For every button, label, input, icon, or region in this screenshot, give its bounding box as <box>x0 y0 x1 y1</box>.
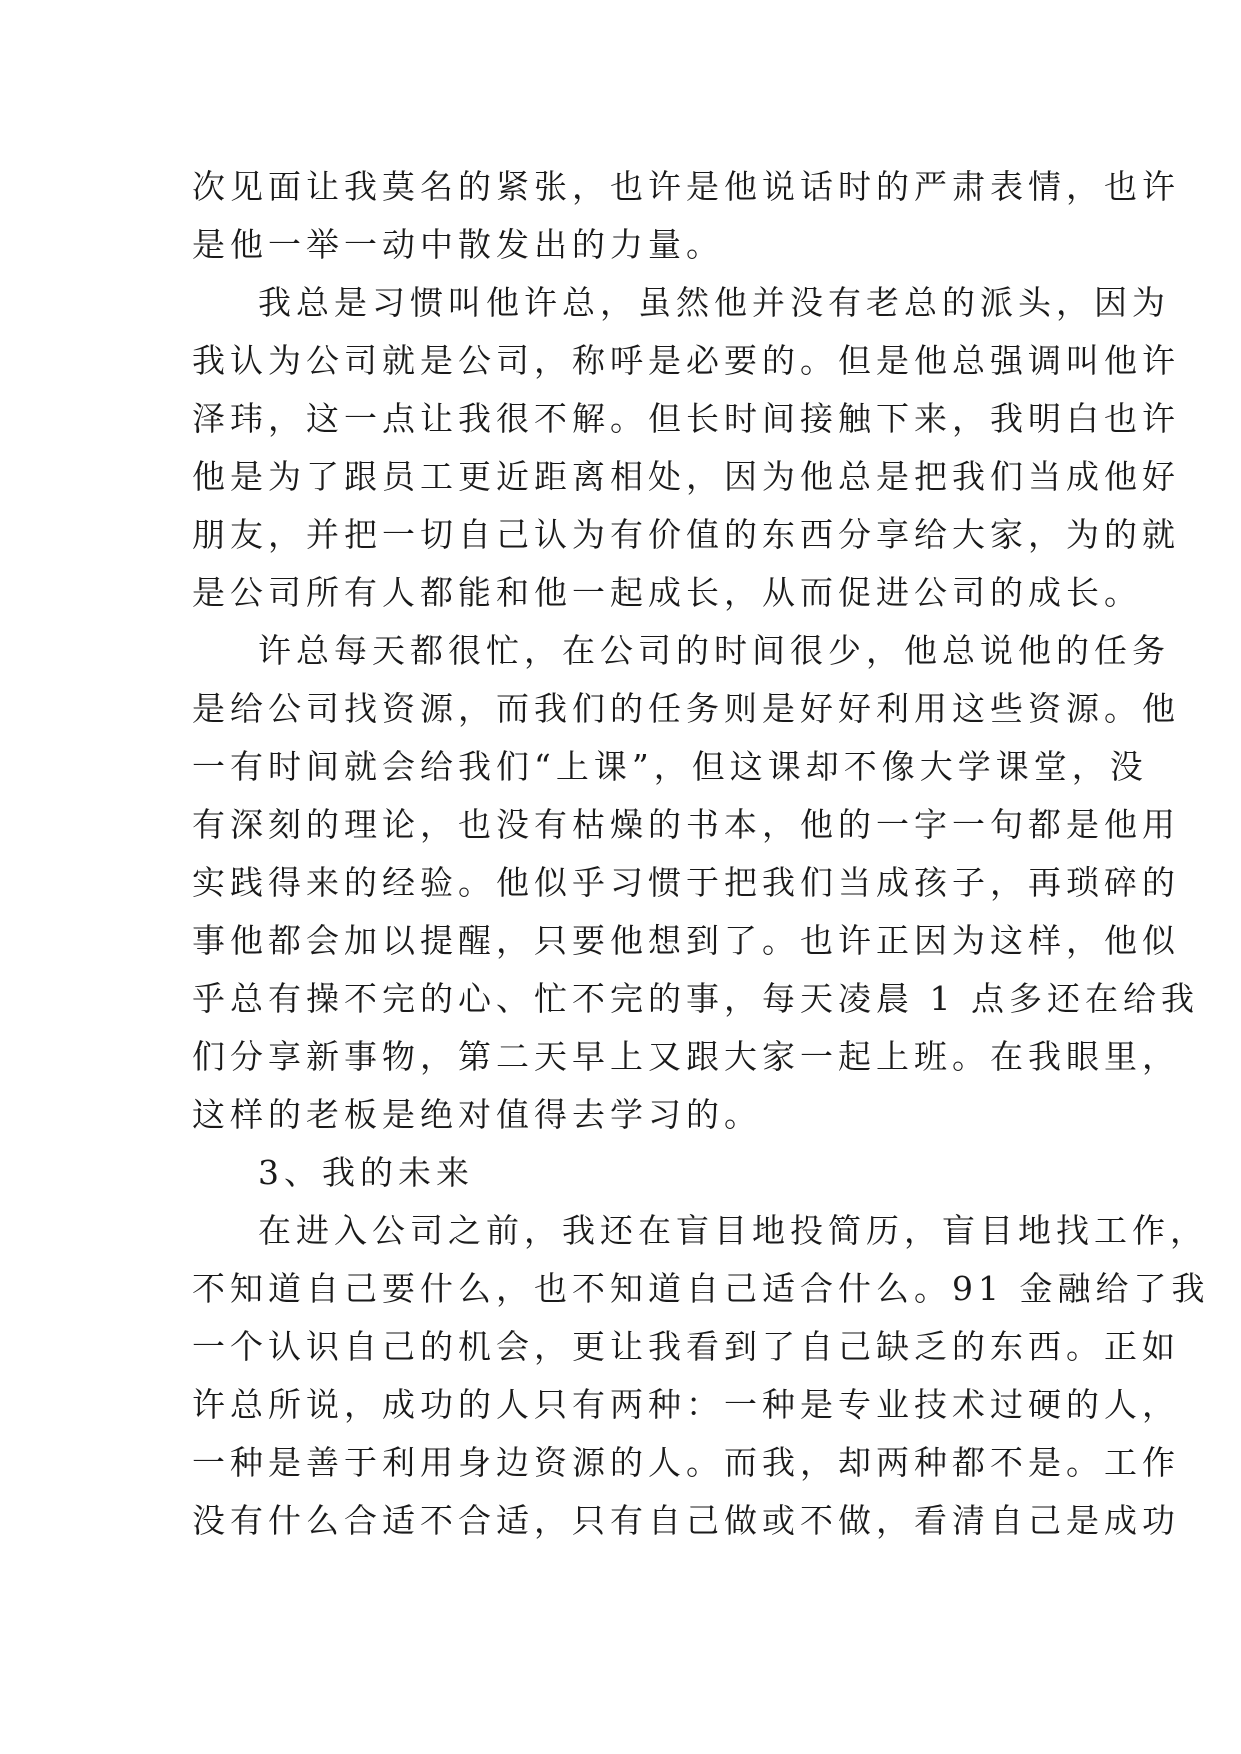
text-line: 事他都会加以提醒，只要他想到了。也许正因为这样，他似 <box>192 921 1180 960</box>
text-line: 一有时间就会给我们“上课”，但这课却不像大学课堂，没 <box>192 747 1148 786</box>
text-line: 许总所说，成功的人只有两种：一种是专业技术过硬的人， <box>192 1385 1180 1424</box>
text-line: 他是为了跟员工更近距离相处，因为他总是把我们当成他好 <box>192 457 1180 496</box>
paragraph-first-line: 3、我的未来 <box>258 1153 474 1192</box>
text-line: 乎总有操不完的心、忙不完的事，每天凌晨 1 点多还在给我 <box>192 979 1199 1018</box>
text-line: 是给公司找资源，而我们的任务则是好好利用这些资源。他 <box>192 689 1180 728</box>
paragraph-first-line: 在进入公司之前，我还在盲目地投简历，盲目地找工作， <box>258 1211 1208 1250</box>
text-line: 朋友，并把一切自己认为有价值的东西分享给大家，为的就 <box>192 515 1180 554</box>
text-line: 没有什么合适不合适，只有自己做或不做，看清自己是成功 <box>192 1501 1180 1540</box>
document-body <box>192 158 1210 1550</box>
text-line: 们分享新事物，第二天早上又跟大家一起上班。在我眼里， <box>192 1037 1180 1076</box>
text-line: 这样的老板是绝对值得去学习的。 <box>192 1095 762 1134</box>
paragraph-first-line: 许总每天都很忙，在公司的时间很少，他总说他的任务 <box>258 631 1170 670</box>
text-line: 我认为公司就是公司，称呼是必要的。但是他总强调叫他许 <box>192 341 1180 380</box>
text-line: 实践得来的经验。他似乎习惯于把我们当成孩子，再琐碎的 <box>192 863 1180 902</box>
text-line: 次见面让我莫名的紧张，也许是他说话时的严肃表情，也许 <box>192 167 1180 206</box>
text-line: 是他一举一动中散发出的力量。 <box>192 225 724 264</box>
text-line: 是公司所有人都能和他一起成长，从而促进公司的成长。 <box>192 573 1142 612</box>
text-line: 一个认识自己的机会，更让我看到了自己缺乏的东西。正如 <box>192 1327 1180 1366</box>
text-line: 有深刻的理论，也没有枯燥的书本，他的一字一句都是他用 <box>192 805 1180 844</box>
text-line: 一种是善于利用身边资源的人。而我，却两种都不是。工作 <box>192 1443 1180 1482</box>
paragraph-first-line: 我总是习惯叫他许总，虽然他并没有老总的派头，因为 <box>258 283 1170 322</box>
text-line: 泽玮，这一点让我很不解。但长时间接触下来，我明白也许 <box>192 399 1180 438</box>
text-line: 不知道自己要什么，也不知道自己适合什么。91 金融给了我 <box>192 1269 1210 1308</box>
